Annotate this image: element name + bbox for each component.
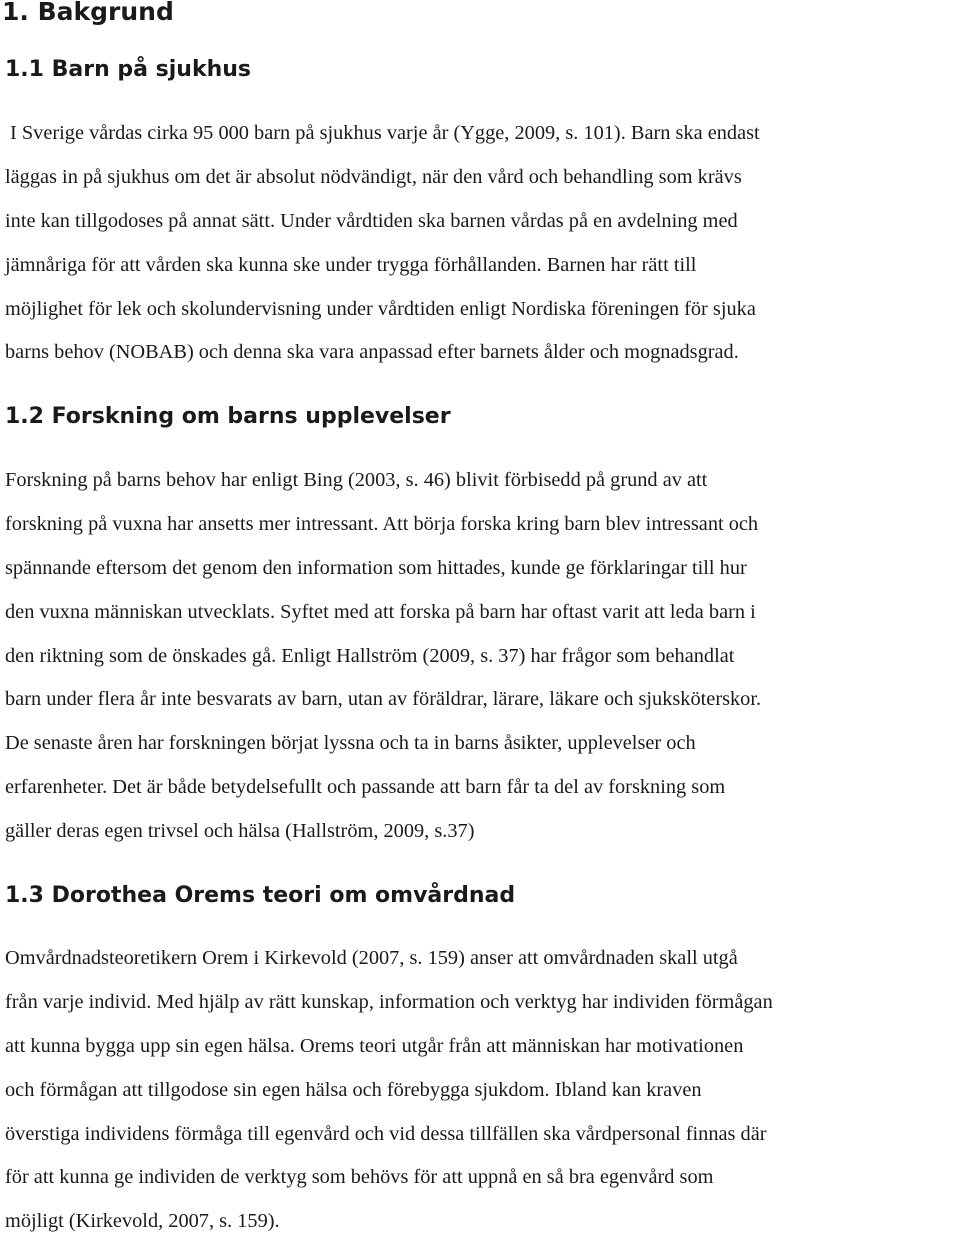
text-line: spännande eftersom det genom den information som hittades, kunde ge förklaringar till hur: [5, 556, 747, 579]
text-line: Forskning på barns behov har enligt Bing (2003, s. 46) blivit förbisedd på grund av att: [5, 469, 708, 491]
subsection-heading-1-3: 1.3 Dorothea Orems teori om omvårdnad: [5, 883, 516, 908]
subsection-heading-1-1: 1.1 Barn på sjukhus: [5, 57, 252, 82]
text-line: överstiga individens förmåga till egenvård och vid dessa tillfällen ska vårdpersonal finnas där: [5, 1122, 767, 1145]
paragraph-forskning-om-barns-upplevelser: [5, 459, 960, 854]
text-line: jämnåriga för att vården ska kunna ske under trygga förhållanden. Barnen har rätt till: [5, 253, 697, 276]
text-line: forskning på vuxna har ansetts mer intressant. Att börja forska kring barn blev intressant och: [5, 512, 759, 535]
text-line: barn under flera år inte besvarats av barn, utan av föräldrar, lärare, läkare och sjuksköterskor.: [5, 688, 762, 711]
text-line: den riktning som de önskades gå. Enligt Hallström (2009, s. 37) har frågor som behandlat: [5, 644, 735, 667]
text-line: erfarenheter. Det är både betydelsefullt och passande att barn får ta del av forskning som: [5, 776, 726, 799]
text-line: inte kan tillgodoses på annat sätt. Under vårdtiden ska barnen vårdas på en avdelning med: [5, 209, 738, 232]
text-line: den vuxna människan utvecklats. Syftet med att forska på barn har oftast varit att leda barn i: [5, 600, 756, 623]
text-line: läggas in på sjukhus om det är absolut nödvändigt, när den vård och behandling som krävs: [5, 165, 742, 188]
subsection-heading-1-2: 1.2 Forskning om barns upplevelser: [5, 404, 451, 429]
text-line: gäller deras egen trivsel och hälsa (Hallström, 2009, s.37): [5, 820, 475, 843]
text-line: barns behov (NOBAB) och denna ska vara anpassad efter barnets ålder och mognadsgrad.: [5, 341, 739, 364]
section-heading: 1. Bakgrund: [2, 0, 174, 26]
text-line: Omvårdnadsteoretikern Orem i Kirkevold (2007, s. 159) anser att omvårdnaden skall utgå: [5, 947, 738, 969]
paragraph-barn-pa-sjukhus: [5, 112, 960, 375]
paragraph-dorothea-orems-teori: [5, 937, 960, 1244]
text-line: för att kunna ge individen de verktyg som behövs för att uppnå en så bra egenvård som: [5, 1166, 714, 1189]
text-line: De senaste åren har forskningen börjat lyssna och ta in barns åsikter, upplevelser och: [5, 732, 696, 755]
text-line: möjlighet för lek och skolundervisning under vårdtiden enligt Nordiska föreningen för sjuka: [5, 297, 756, 320]
text-line: från varje individ. Med hjälp av rätt kunskap, information och verktyg har individen förmågan: [5, 990, 773, 1013]
text-line: och förmågan att tillgodose sin egen hälsa och förebygga sjukdom. Ibland kan kraven: [5, 1078, 702, 1101]
text-line: I Sverige vårdas cirka 95 000 barn på sjukhus varje år (Ygge, 2009, s. 101). Barn ska endast: [10, 122, 760, 144]
text-line: att kunna bygga upp sin egen hälsa. Orems teori utgår från att människan har motivationen: [5, 1034, 744, 1057]
text-line: möjligt (Kirkevold, 2007, s. 159).: [5, 1210, 280, 1233]
